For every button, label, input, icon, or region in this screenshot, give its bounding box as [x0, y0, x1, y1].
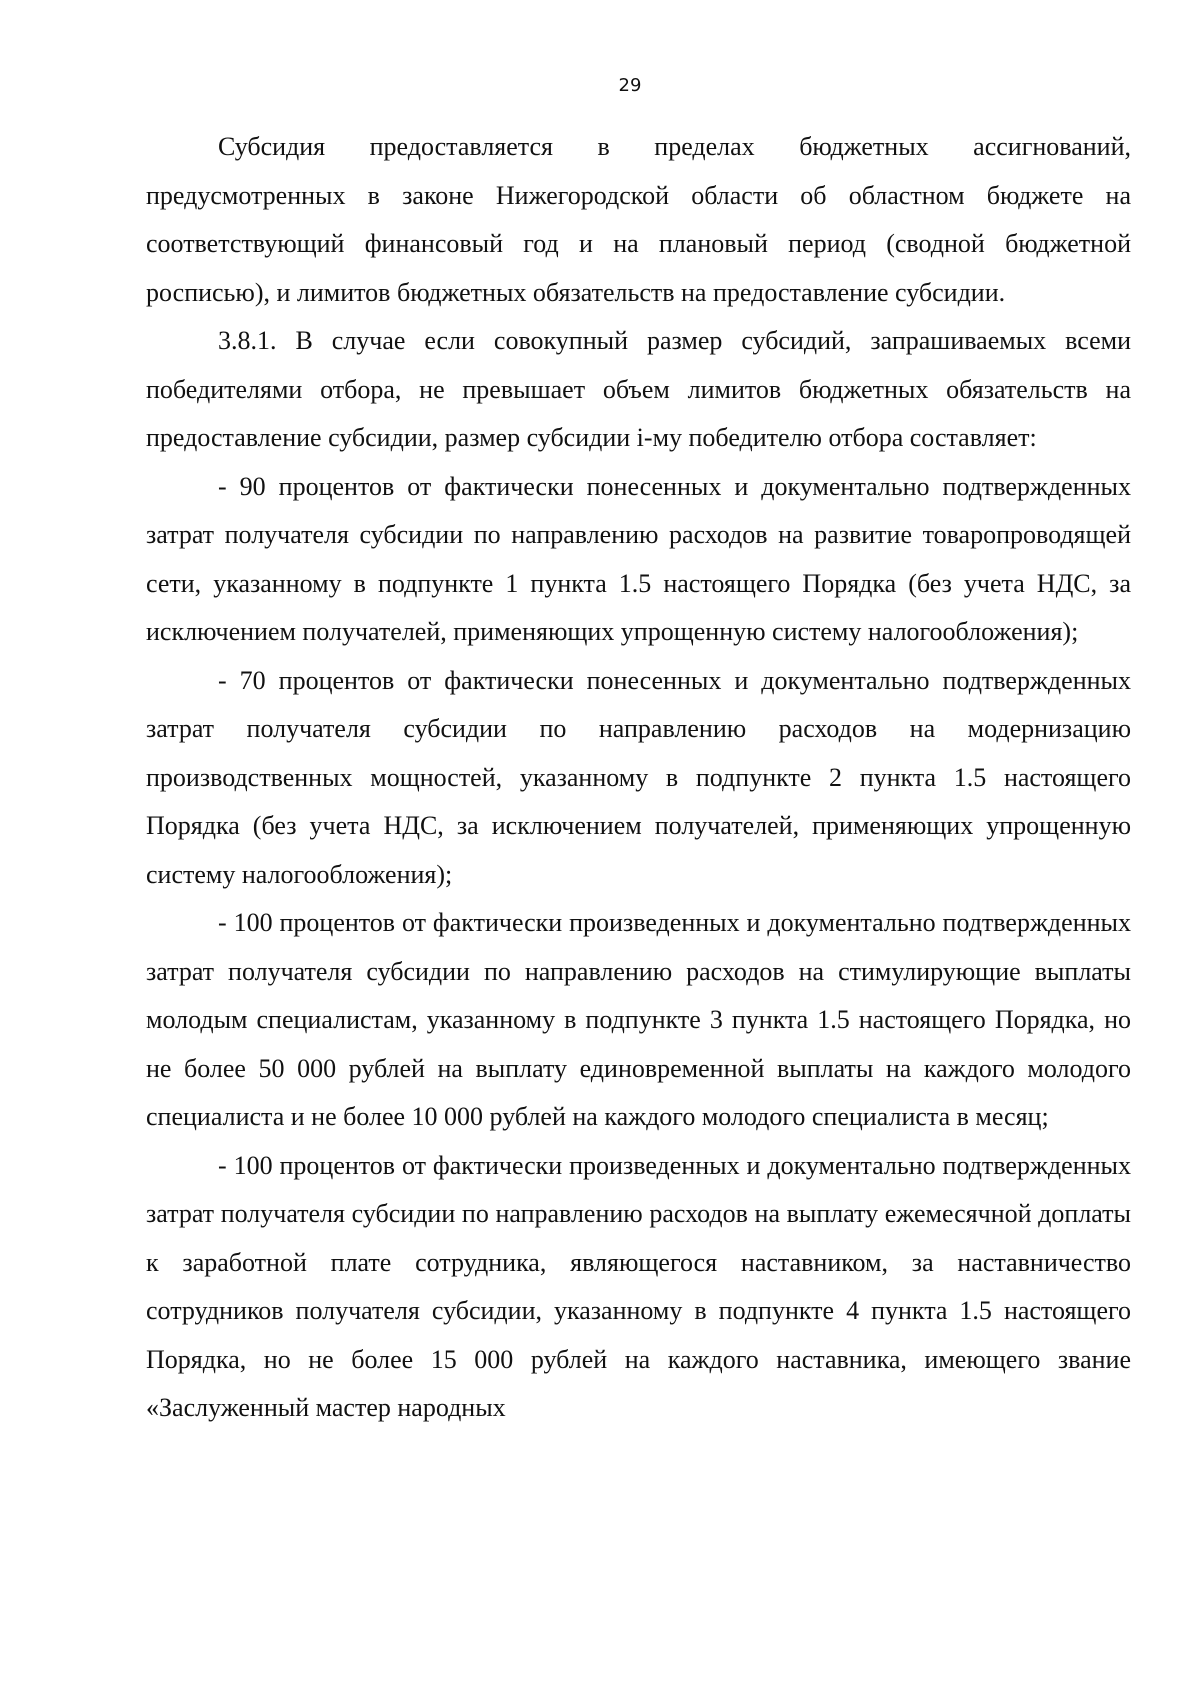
document-body [146, 123, 1131, 1433]
list-item-70-percent: - 70 процентов от фактически понесенных и документально подтвержденных затрат получателя субсидии по направлению расходов на модернизацию производственных мощностей, указанному в подпункте 2 пункта 1.5 настоящего Порядка (без учета НДС, за исключением получателей, применяющих упрощенную систему налогообложения); [146, 665, 1131, 889]
page-number: 29 [618, 75, 642, 96]
list-item-100-percent-young-specialists: - 100 процентов от фактически произведенных и документально подтвержденных затрат получателя субсидии по направлению расходов на стимулирующие выплаты молодым специалистам, указанному в подпункте 3 пункта 1.5 настоящего Порядка, но не более 50 000 рублей на выплату единовременной выплаты на каждого молодого специалиста и не более 10 000 рублей на каждого молодого специалиста в месяц; [146, 908, 1131, 1131]
list-item-90-percent: - 90 процентов от фактически понесенных и документально подтвержденных затрат получателя субсидии по направлению расходов на развитие товаропроводящей сети, указанному в подпункте 1 пункта 1.5 настоящего Порядка (без учета НДС, за исключением получателей, применяющих упрощенную систему налогообложения); [146, 471, 1131, 646]
paragraph-3-8-1: 3.8.1. В случае если совокупный размер субсидий, запрашиваемых всеми победителями отбора, не превышает объем лимитов бюджетных обязательств на предоставление субсидии, размер субсидии i-му победителю отбора составляет: [146, 326, 1131, 452]
paragraph-subsidy-limits: Субсидия предоставляется в пределах бюджетных ассигнований, предусмотренных в законе Нижегородской области об областном бюджете на соответствующий финансовый год и на плановый период (сводной бюджетной росписью), и лимитов бюджетных обязательств на предоставление субсидии. [146, 132, 1131, 307]
list-item-100-percent-mentors: - 100 процентов от фактически произведенных и документально подтвержденных затрат получателя субсидии по направлению расходов на выплату ежемесячной доплаты к заработной плате сотрудника, являющегося наставником, за наставничество сотрудников получателя субсидии, указанному в подпункте 4 пункта 1.5 настоящего Порядка, но не более 15 000 рублей на каждого наставника, имеющего звание «Заслуженный мастер народных [146, 1150, 1131, 1422]
